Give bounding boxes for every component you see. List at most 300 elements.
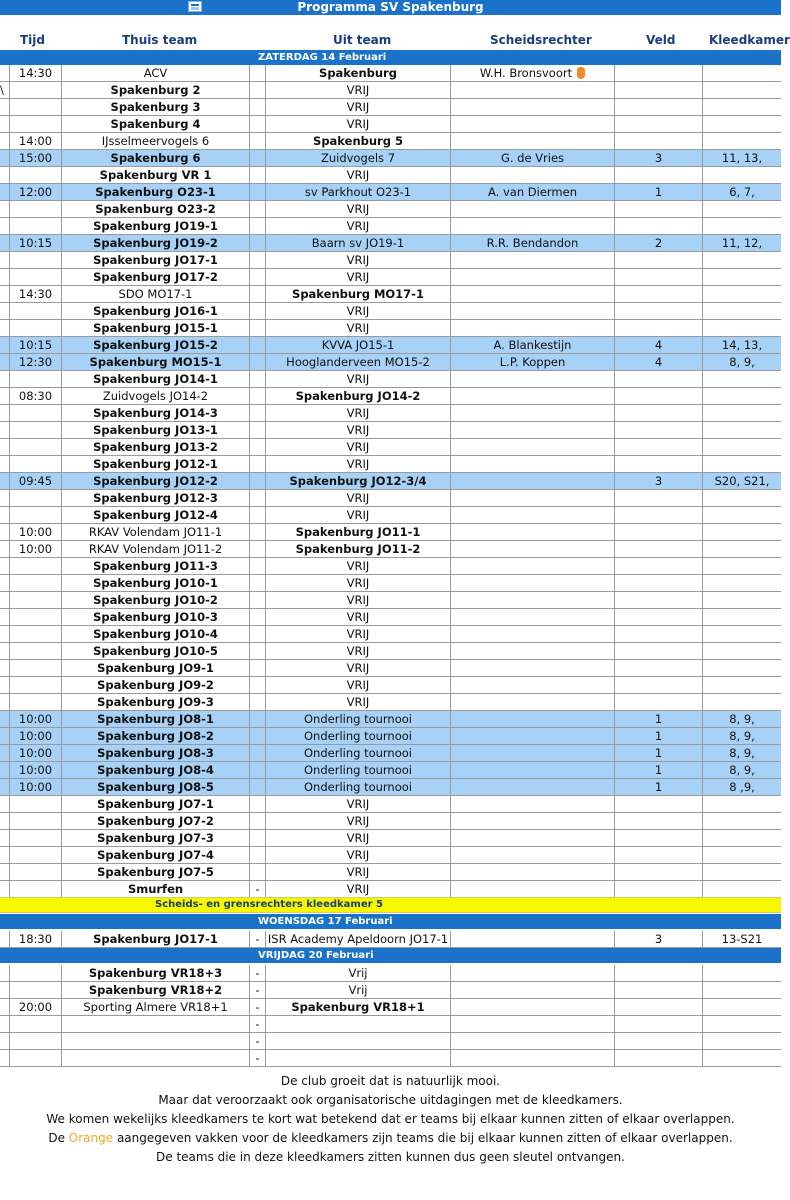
away-team-cell-text: Vrij	[348, 966, 368, 980]
home-team-cell-text: Spakenburg JO9-2	[97, 678, 214, 692]
dressing-room-cell	[702, 626, 781, 642]
home-team-cell	[61, 422, 249, 438]
separator-cell	[249, 422, 265, 438]
table-row	[0, 830, 781, 847]
time-cell-text: 12:00	[18, 185, 53, 199]
time-cell	[9, 524, 61, 540]
col-header-tijd: Tijd	[20, 33, 46, 47]
referee-cell-text: A. van Diermen	[488, 185, 577, 199]
day-label: WOENSDAG 17 Februari	[258, 916, 393, 927]
row-lead-cell	[0, 133, 9, 149]
separator-cell	[249, 337, 265, 353]
field-cell	[614, 116, 702, 132]
referee-cell	[450, 150, 614, 166]
field-cell	[614, 830, 702, 846]
field-cell-text: 1	[654, 746, 663, 760]
dressing-room-cell	[702, 881, 781, 897]
referee-cell	[450, 965, 614, 981]
home-team-cell	[61, 541, 249, 557]
col-header-scheidsrechter: Scheidsrechter	[490, 33, 592, 47]
row-lead-cell	[0, 405, 9, 421]
referee-cell	[450, 982, 614, 998]
separator-cell	[249, 694, 265, 710]
away-team-cell	[265, 320, 450, 336]
home-team-cell-text: Spakenburg VR 1	[99, 168, 212, 182]
field-cell	[614, 643, 702, 659]
referee-cell	[450, 320, 614, 336]
row-lead-cell	[0, 575, 9, 591]
separator-cell-text: -	[255, 1034, 260, 1048]
home-team-cell	[61, 643, 249, 659]
referee-note: Scheids- en grensrechters kleedkamer 5	[155, 899, 383, 910]
referee-cell	[450, 541, 614, 557]
dressing-room-cell-text: 8 ,9,	[729, 780, 755, 794]
away-team-cell-text: VRIJ	[346, 593, 370, 607]
separator-cell	[249, 524, 265, 540]
field-cell	[614, 218, 702, 234]
field-cell	[614, 354, 702, 370]
row-lead-cell	[0, 371, 9, 387]
referee-cell	[450, 1016, 614, 1032]
field-cell	[614, 728, 702, 744]
referee-cell-text: R.R. Bendandon	[486, 236, 579, 250]
away-team-cell-text: VRIJ	[346, 644, 370, 658]
table-row	[0, 711, 781, 728]
away-team-cell-text: VRIJ	[346, 508, 370, 522]
separator-cell	[249, 745, 265, 761]
home-team-cell	[61, 337, 249, 353]
away-team-cell-text: Baarn sv JO19-1	[311, 236, 405, 250]
dressing-room-cell	[702, 1050, 781, 1066]
home-team-cell	[61, 235, 249, 251]
field-cell	[614, 388, 702, 404]
row-lead-cell	[0, 320, 9, 336]
col-header-uit: Uit team	[333, 33, 392, 47]
time-cell-text: 10:00	[18, 729, 53, 743]
home-team-cell-text: RKAV Volendam JO11-2	[88, 542, 223, 556]
dressing-room-cell	[702, 643, 781, 659]
separator-cell	[249, 150, 265, 166]
field-cell	[614, 320, 702, 336]
home-team-cell-text: Spakenburg JO8-1	[97, 712, 214, 726]
separator-cell	[249, 711, 265, 727]
away-team-cell-text: Spakenburg JO11-1	[295, 525, 421, 539]
time-cell	[9, 813, 61, 829]
away-team-cell	[265, 881, 450, 897]
row-lead-cell	[0, 473, 9, 489]
referee-cell	[450, 286, 614, 302]
referee-cell	[450, 609, 614, 625]
separator-cell	[249, 490, 265, 506]
home-team-cell	[61, 201, 249, 217]
dressing-room-cell	[702, 999, 781, 1015]
time-cell	[9, 235, 61, 251]
time-cell	[9, 965, 61, 981]
field-cell-text: 1	[654, 185, 663, 199]
home-team-cell-text: Spakenburg JO7-1	[97, 797, 214, 811]
dressing-room-cell	[702, 864, 781, 880]
table-row	[0, 167, 781, 184]
away-team-cell-text: VRIJ	[346, 100, 370, 114]
time-cell	[9, 439, 61, 455]
footer-text: aangegeven vakken voor de kleedkamers zijn teams die bij elkaar kunnen zitten of elkaar overlappen.	[113, 1131, 733, 1145]
time-cell-text: 10:00	[18, 712, 53, 726]
home-team-cell-text: Spakenburg JO17-1	[93, 253, 218, 267]
row-lead-cell	[0, 252, 9, 268]
time-cell-text: 12:30	[18, 355, 53, 369]
home-team-cell-text: Spakenburg 4	[110, 117, 201, 131]
home-team-cell-text: SDO MO17-1	[118, 287, 193, 301]
row-lead-cell	[0, 388, 9, 404]
away-team-cell	[265, 711, 450, 727]
separator-cell	[249, 575, 265, 591]
field-cell	[614, 796, 702, 812]
separator-cell	[249, 796, 265, 812]
home-team-cell	[61, 388, 249, 404]
referee-cell	[450, 116, 614, 132]
home-team-cell	[61, 371, 249, 387]
time-cell	[9, 201, 61, 217]
away-team-cell	[265, 490, 450, 506]
dressing-room-cell	[702, 1016, 781, 1032]
dressing-room-cell	[702, 965, 781, 981]
away-team-cell	[265, 82, 450, 98]
row-lead-cell	[0, 184, 9, 200]
field-cell	[614, 1033, 702, 1049]
row-lead-cell	[0, 864, 9, 880]
referee-cell	[450, 184, 614, 200]
table-row	[0, 405, 781, 422]
row-lead-cell	[0, 167, 9, 183]
away-team-cell-text: Spakenburg JO11-2	[295, 542, 421, 556]
away-team-cell-text: VRIJ	[346, 882, 370, 896]
away-team-cell	[265, 269, 450, 285]
field-cell	[614, 881, 702, 897]
row-lead-cell	[0, 201, 9, 217]
field-cell	[614, 575, 702, 591]
away-team-cell	[265, 201, 450, 217]
separator-cell	[249, 762, 265, 778]
home-team-cell	[61, 711, 249, 727]
row-lead-cell	[0, 558, 9, 574]
field-cell	[614, 864, 702, 880]
separator-cell	[249, 677, 265, 693]
table-row	[0, 218, 781, 235]
time-cell	[9, 371, 61, 387]
separator-cell	[249, 252, 265, 268]
table-row	[0, 982, 781, 999]
separator-cell	[249, 931, 265, 947]
home-team-cell	[61, 779, 249, 795]
separator-cell	[249, 982, 265, 998]
time-cell	[9, 473, 61, 489]
table-row	[0, 728, 781, 745]
separator-cell	[249, 371, 265, 387]
away-team-cell	[265, 575, 450, 591]
row-lead-cell	[0, 779, 9, 795]
away-team-cell	[265, 660, 450, 676]
away-team-cell	[265, 524, 450, 540]
referee-cell	[450, 999, 614, 1015]
away-team-cell-text: ISR Academy Apeldoorn JO17-1	[267, 932, 449, 946]
away-team-cell	[265, 473, 450, 489]
home-team-cell	[61, 982, 249, 998]
field-cell	[614, 626, 702, 642]
home-team-cell	[61, 524, 249, 540]
dressing-room-cell	[702, 99, 781, 115]
time-cell	[9, 303, 61, 319]
away-team-cell-text: VRIJ	[346, 253, 370, 267]
dressing-room-cell	[702, 931, 781, 947]
time-cell-text: 10:15	[18, 236, 53, 250]
row-lead-cell	[0, 1016, 9, 1032]
field-cell	[614, 524, 702, 540]
away-team-cell	[265, 541, 450, 557]
table-row	[0, 626, 781, 643]
away-team-cell-text: VRIJ	[346, 661, 370, 675]
home-team-cell	[61, 150, 249, 166]
field-cell	[614, 813, 702, 829]
away-team-cell	[265, 405, 450, 421]
orange-keyword: Orange	[68, 1131, 114, 1145]
separator-cell	[249, 864, 265, 880]
row-lead-cell	[0, 65, 9, 81]
table-row	[0, 439, 781, 456]
referee-cell	[450, 473, 614, 489]
table-row	[0, 473, 781, 490]
away-team-cell-text: Spakenburg	[319, 66, 397, 80]
field-cell	[614, 405, 702, 421]
home-team-cell	[61, 65, 249, 81]
table-row	[0, 931, 781, 948]
time-cell	[9, 218, 61, 234]
field-cell	[614, 286, 702, 302]
row-lead-cell	[0, 82, 9, 98]
dressing-room-cell-text: 8, 9,	[729, 729, 755, 743]
away-team-cell-text: VRIJ	[346, 678, 370, 692]
table-row	[0, 660, 781, 677]
separator-cell	[249, 541, 265, 557]
time-cell	[9, 99, 61, 115]
home-team-cell-text: Zuidvogels JO14-2	[102, 389, 209, 403]
row-lead-cell	[0, 592, 9, 608]
field-cell	[614, 371, 702, 387]
time-cell	[9, 881, 61, 897]
separator-cell	[249, 626, 265, 642]
separator-cell	[249, 965, 265, 981]
row-lead-cell	[0, 218, 9, 234]
home-team-cell	[61, 626, 249, 642]
dressing-room-cell	[702, 371, 781, 387]
time-cell	[9, 830, 61, 846]
home-team-cell	[61, 931, 249, 947]
home-team-cell-text: Spakenburg JO7-3	[97, 831, 214, 845]
home-team-cell-text: Sporting Almere VR18+1	[83, 1000, 228, 1014]
field-cell	[614, 592, 702, 608]
referee-cell	[450, 931, 614, 947]
time-cell	[9, 337, 61, 353]
separator-cell	[249, 65, 265, 81]
away-team-cell-text: Onderling tournooi	[304, 712, 412, 726]
separator-cell	[249, 999, 265, 1015]
separator-cell	[249, 133, 265, 149]
time-cell	[9, 796, 61, 812]
referee-cell	[450, 796, 614, 812]
home-team-cell	[61, 320, 249, 336]
away-team-cell	[265, 694, 450, 710]
time-cell-text: 10:00	[18, 525, 53, 539]
home-team-cell	[61, 592, 249, 608]
dressing-room-cell	[702, 813, 781, 829]
field-cell	[614, 779, 702, 795]
table-row	[0, 150, 781, 167]
table-row	[0, 1050, 781, 1067]
table-row	[0, 694, 781, 711]
dressing-room-cell	[702, 694, 781, 710]
away-team-cell	[265, 847, 450, 863]
dressing-room-cell-text: 13-S21	[721, 932, 763, 946]
table-row	[0, 592, 781, 609]
dressing-room-cell	[702, 269, 781, 285]
time-cell-text: 08:30	[18, 389, 53, 403]
table-row	[0, 965, 781, 982]
separator-cell	[249, 1033, 265, 1049]
separator-cell	[249, 728, 265, 744]
time-cell	[9, 354, 61, 370]
row-lead-cell	[0, 286, 9, 302]
time-cell	[9, 779, 61, 795]
home-team-cell-text: Spakenburg JO12-4	[93, 508, 218, 522]
home-team-cell-text: Spakenburg JO17-1	[93, 932, 218, 946]
home-team-cell-text: Spakenburg JO7-2	[97, 814, 214, 828]
col-header-thuis: Thuis team	[122, 33, 198, 47]
separator-cell-text: -	[255, 1000, 260, 1014]
field-cell	[614, 507, 702, 523]
row-lead-cell	[0, 354, 9, 370]
away-team-cell-text: VRIJ	[346, 423, 370, 437]
referee-cell	[450, 167, 614, 183]
home-team-cell	[61, 1016, 249, 1032]
home-team-cell	[61, 575, 249, 591]
footer-line: De teams die in deze kleedkamers zitten kunnen dus geen sleutel ontvangen.	[156, 1150, 625, 1164]
referee-cell-text: L.P. Koppen	[499, 355, 566, 369]
away-team-cell-text: VRIJ	[346, 457, 370, 471]
row-lead-cell	[0, 813, 9, 829]
separator-cell	[249, 507, 265, 523]
time-cell	[9, 405, 61, 421]
table-row	[0, 847, 781, 864]
time-cell	[9, 575, 61, 591]
home-team-cell	[61, 439, 249, 455]
separator-cell	[249, 235, 265, 251]
dressing-room-cell	[702, 439, 781, 455]
home-team-cell-text: Spakenburg JO17-2	[93, 270, 218, 284]
field-cell	[614, 337, 702, 353]
day-band-wednesday	[0, 914, 781, 929]
time-cell	[9, 982, 61, 998]
table-row	[0, 864, 781, 881]
away-team-cell-text: Zuidvogels 7	[320, 151, 396, 165]
field-cell	[614, 1050, 702, 1066]
away-team-cell	[265, 982, 450, 998]
home-team-cell	[61, 490, 249, 506]
table-row	[0, 490, 781, 507]
field-cell	[614, 167, 702, 183]
referee-cell	[450, 388, 614, 404]
referee-cell	[450, 354, 614, 370]
away-team-cell-text: VRIJ	[346, 406, 370, 420]
title-bar	[0, 0, 781, 15]
day-label: VRIJDAG 20 Februari	[258, 950, 374, 961]
away-team-cell-text: sv Parkhout O23-1	[304, 185, 412, 199]
dressing-room-cell	[702, 609, 781, 625]
away-team-cell-text: Spakenburg JO14-2	[295, 389, 421, 403]
time-cell	[9, 1050, 61, 1066]
time-cell-text: 14:30	[18, 287, 53, 301]
time-cell	[9, 1016, 61, 1032]
separator-cell-text: -	[255, 983, 260, 997]
dressing-room-cell-text: 11, 13,	[721, 151, 763, 165]
row-lead-cell	[0, 931, 9, 947]
separator-cell	[249, 99, 265, 115]
home-team-cell	[61, 660, 249, 676]
row-lead-cell	[0, 303, 9, 319]
home-team-cell	[61, 677, 249, 693]
dressing-room-cell-text: 8, 9,	[729, 712, 755, 726]
referee-cell	[450, 592, 614, 608]
referee-cell	[450, 847, 614, 863]
away-team-cell	[265, 965, 450, 981]
field-cell	[614, 541, 702, 557]
row-lead-cell	[0, 609, 9, 625]
table-row	[0, 558, 781, 575]
away-team-cell-text: VRIJ	[346, 831, 370, 845]
time-cell-text: 14:30	[18, 66, 53, 80]
away-team-cell-text: VRIJ	[346, 372, 370, 386]
field-cell	[614, 677, 702, 693]
table-row	[0, 201, 781, 218]
home-team-cell-text: Spakenburg JO15-1	[93, 321, 218, 335]
separator-cell	[249, 1016, 265, 1032]
dressing-room-cell	[702, 218, 781, 234]
away-team-cell-text: KVVA JO15-1	[321, 338, 395, 352]
dressing-room-cell	[702, 507, 781, 523]
separator-cell-text: -	[255, 1051, 260, 1065]
table-row	[0, 65, 781, 82]
home-team-cell-text: Spakenburg JO12-3	[93, 491, 218, 505]
referee-cell	[450, 218, 614, 234]
away-team-cell	[265, 609, 450, 625]
referee-cell-text: A. Blankestijn	[493, 338, 572, 352]
home-team-cell	[61, 728, 249, 744]
row-lead-cell	[0, 626, 9, 642]
separator-cell	[249, 643, 265, 659]
home-team-cell-text: Spakenburg JO10-1	[93, 576, 218, 590]
time-cell-text: 15:00	[18, 151, 53, 165]
table-row	[0, 796, 781, 813]
away-team-cell-text: Hooglanderveen MO15-2	[286, 355, 430, 369]
row-lead-cell	[0, 982, 9, 998]
away-team-cell	[265, 167, 450, 183]
home-team-cell-text: Spakenburg JO15-2	[93, 338, 218, 352]
away-team-cell	[265, 99, 450, 115]
row-lead-cell	[0, 490, 9, 506]
table-row	[0, 354, 781, 371]
footer-line: De club groeit dat is natuurlijk mooi.	[280, 1074, 501, 1088]
home-team-cell	[61, 1033, 249, 1049]
separator-cell	[249, 558, 265, 574]
field-cell	[614, 745, 702, 761]
